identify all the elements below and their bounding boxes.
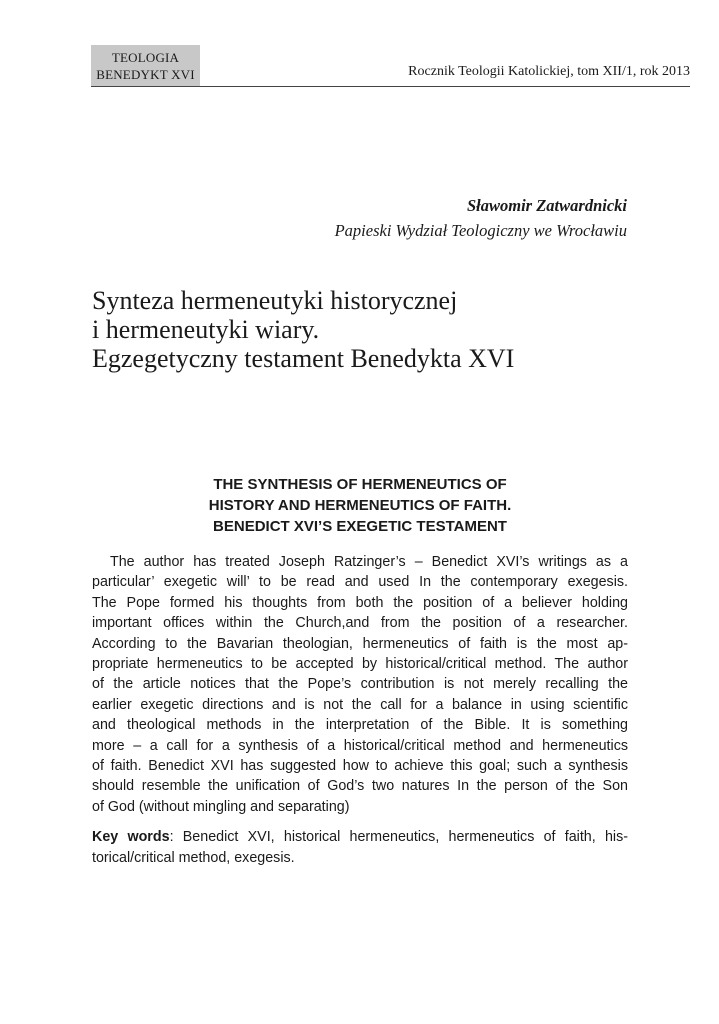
abstract <box>92 552 628 868</box>
english-title-line: THE SYNTHESIS OF HERMENEUTICS OF <box>213 476 507 493</box>
abstract-line: important offices within the Church,and from the position of a researcher. <box>92 615 628 632</box>
abstract-line: more – a call for a synthesis of a historical/critical method and hermeneutics <box>92 737 628 754</box>
abstract-line: According to the Bavarian theologian, hermeneutics of faith is the most ap- <box>92 635 628 652</box>
badge-line-1: TEOLOGIA <box>111 50 180 65</box>
abstract-line: of faith. Benedict XVI has suggested how to achieve this goal; such a synthesis <box>92 758 628 775</box>
series-badge <box>91 45 200 87</box>
english-title <box>92 474 628 537</box>
author-name: Sławomir Zatwardnicki <box>467 196 627 215</box>
keywords-text-continued: torical/critical method, exegesis. <box>92 849 295 866</box>
header-rule <box>200 86 690 87</box>
keywords-text: : Benedict XVI, historical hermeneutics, hermeneutics of faith, his- <box>169 829 628 846</box>
english-title-line: BENEDICT XVI’S EXEGETIC TESTAMENT <box>213 518 507 535</box>
title-line: i hermeneutyki wiary. <box>92 315 320 344</box>
author-affiliation: Papieski Wydział Teologiczny we Wrocławiu <box>334 221 627 240</box>
abstract-line: The Pope formed his thoughts from both the position of a believer holding <box>92 594 628 611</box>
keywords <box>92 827 628 868</box>
abstract-line: and theological methods in the interpretation of the Bible. It is something <box>92 717 628 734</box>
abstract-line: earlier exegetic directions and is not the call for a balance in using scientific <box>92 696 628 713</box>
title-line: Egzegetyczny testament Benedykta XVI <box>92 344 515 373</box>
abstract-line: The author has treated Joseph Ratzinger’s – Benedict XVI’s writings as a <box>110 554 628 570</box>
author-block <box>200 193 627 243</box>
abstract-line: of the article notices that the Pope’s contribution is not merely recalling the <box>92 676 628 693</box>
title-line: Synteza hermeneutyki historycznej <box>92 286 458 315</box>
abstract-line: particular’ exegetic will’ to be read and used In the contemporary exegesis. <box>92 574 628 591</box>
keywords-label: Key words <box>92 829 170 846</box>
abstract-line: propriate hermeneutics to be accepted by historical/critical method. The author <box>92 656 628 673</box>
abstract-line: should resemble the unification of God’s two natures In the person of the Son <box>92 778 628 795</box>
abstract-line: of God (without mingling and separating) <box>92 798 350 815</box>
journal-running-header: Rocznik Teologii Katolickiej, tom XII/1, rok 2013 <box>408 64 690 79</box>
english-title-line: HISTORY AND HERMENEUTICS OF FAITH. <box>208 497 512 514</box>
article-title <box>92 286 652 373</box>
badge-line-2: BENEDYKT XVI <box>96 67 195 82</box>
